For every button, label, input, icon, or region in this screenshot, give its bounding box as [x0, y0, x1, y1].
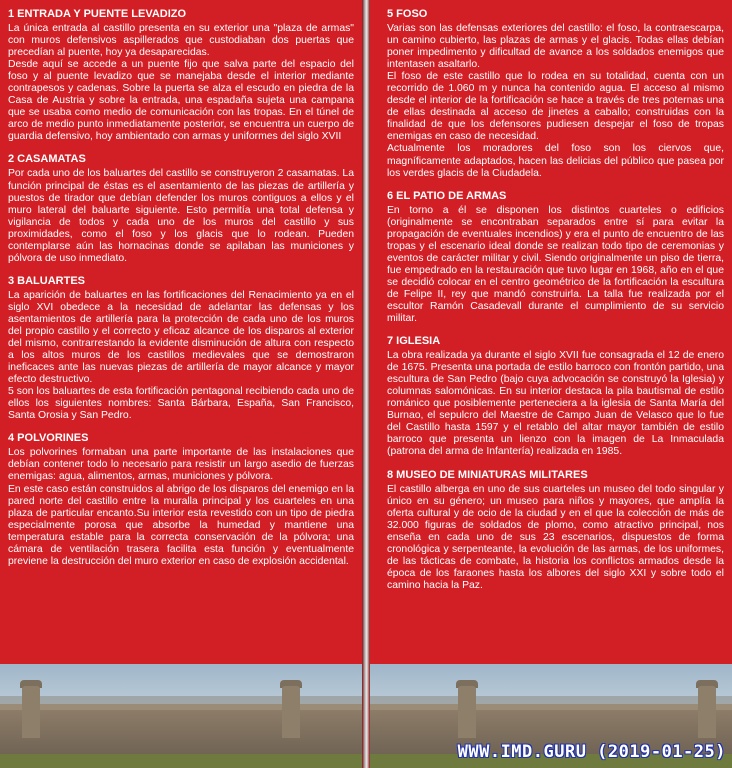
- photo-tower: [458, 686, 476, 738]
- section-heading: 8 MUSEO DE MINIATURAS MILITARES: [387, 468, 588, 481]
- section-paragraph: La obra realizada ya durante el siglo XVII fue consagrada el 12 de enero de 1675. Presenta una portada de estilo barroco con frontón partido, una escultura de San Pedro (bajo cuya advocación se construyó la Iglesia) y columnas salomónicas. En su interior destaca la pila bautismal de estilo románico que posiblemente perteneciera a la iglesia de Santa María del Burnao, el sepulcro del Maestre de Campo Juan de Velasco que lo fue del Castillo hasta 1597 y el retablo del altar mayor también de estilo barroco que presenta un lienzo con la imagen de La Inmaculada (patrona del arma de Infantería) realizada en 1985.: [387, 350, 724, 458]
- section-heading: 1 ENTRADA Y PUENTE LEVADIZO: [8, 8, 187, 20]
- section-polvorines: [8, 432, 354, 567]
- photo-wall: [0, 710, 362, 758]
- photo-grass: [0, 754, 362, 768]
- section-casamatas: [8, 153, 354, 264]
- photo-tower: [282, 686, 300, 738]
- section-heading: 2 CASAMATAS: [8, 153, 86, 166]
- section-heading: 5 FOSO: [387, 8, 428, 20]
- section-foso: [387, 8, 724, 180]
- section-heading: 3 BALUARTES: [8, 274, 86, 287]
- section-paragraph: En este caso están construidos al abrigo de los disparos del enemigo en la pared norte del castillo entre la muralla principal y los cuarteles en una plaza de particular encanto.Su interior esta revestido con un tipo de piedra especialmente porosa que absorbe la humedad y mantiene una temperatura estable para la correcta conservación de la pólvora; una cámara de ventilación trasera facilita esta función y eventualmente previene la destrucción del muro exterior en caso de explosión accidental.: [8, 483, 354, 567]
- castle-walls-photo: [0, 664, 362, 768]
- section-paragraph: Actualmente los moradores del foso son los ciervos que, magníficamente adaptados, hacen las delicias del público que pasea por los verdes glacis de la Ciudadela.: [387, 143, 724, 179]
- section-iglesia: [387, 335, 724, 458]
- section-heading: 6 EL PATIO DE ARMAS: [387, 189, 507, 202]
- section-heading: 7 IGLESIA: [387, 335, 441, 348]
- section-paragraph: El foso de este castillo que lo rodea en su totalidad, cuenta con un recorrido de 1.060 m y nunca ha contenido agua. El acceso al mismo desde el interior de la fortificación se hace a través de tres poternas una de ellas destinada al acceso de jinetes a caballo; construidas con la finalidad de que los defensores pudiesen despejar el foso de tropas enemigas en caso de necesidad.: [387, 71, 724, 143]
- section-paragraph: Por cada uno de los baluartes del castillo se construyeron 2 casamatas. La función principal de éstas es el asentamiento de las piezas de artillería y puestos de tirador que debían defender los muros contiguos a ellos y el muro lateral del baluarte siguiente. Esto permitía una total defensa y vigilancia de todos y cada uno de los muros del castillo y sus proximidades, como el foso y los glacis que lo rodean. Pueden contemplarse aún las hornacinas donde se apilaban las municiones y pólvora de uso inmediato.: [8, 168, 354, 264]
- section-paragraph: La única entrada al castillo presenta en su exterior una "plaza de armas" con muros defensivos aspillerados que custodiaban dos puertas que precedían al puente, hoy ya desaparecidas.: [8, 23, 354, 59]
- section-museo: [387, 469, 724, 592]
- section-paragraph: Los polvorines formaban una parte importante de las instalaciones que debían contener todo lo necesario para resistir un largo asedio de fuerzas enemigas: agua, alimentos, armas, municiones y pólvora.: [8, 447, 354, 483]
- section-paragraph: En torno a él se disponen los distintos cuarteles o edificios (originalmente se encontraban separados entre sí para evitar la propagación de eventuales incendios) y era el punto de encuentro de las tropas y el escenario ideal donde se realizan todo tipo de ceremonias y eventos de carácter militar y civil. Siendo originalmente un piso de tierra, fue empedrado en la restauración que tuvo lugar en 1968, año en el que se decidió colocar en el centro geométrico de la fortificación la escultura de Felipe II, rey que mandó construirla. La talla fue realizada por el escultor Ramón Casadevall durante el cumplimiento de su servicio militar.: [387, 204, 724, 325]
- watermark: WWW.IMD.GURU (2019-01-25): [457, 742, 726, 762]
- photo-tower: [22, 686, 40, 738]
- left-panel: [0, 0, 362, 768]
- section-paragraph: El castillo alberga en uno de sus cuarteles un museo del todo singular y único en su género; un museo para niños y mayores, que amplía la oferta cultural y de ocio de la ciudad y en el que la colección de más de 32.000 figuras de soldados de plomo, como atractivo principal, nos enseña en cada uno de sus 23 escenarios, dispuestos de forma cronológica y serpenteante, la evolución de las armas, de los uniformes, de las tácticas de combate, la historia los conflictos armados desde la época de los faraones hasta los albores del siglo XXI y sobre todo el camino hacia la Paz.: [387, 483, 724, 591]
- right-panel: [370, 0, 732, 768]
- section-entrada: [8, 8, 354, 143]
- left-text-column: [8, 8, 354, 578]
- photo-tower: [698, 686, 716, 738]
- section-patio-de-armas: [387, 190, 724, 325]
- section-paragraph: Varias son las defensas exteriores del castillo: el foso, la contraescarpa, un camino cubierto, las plazas de armas y el glacis. Todas ellas debían poner impedimento y dificultad de avance a los soldados enemigos que intentasen asaltarlo.: [387, 23, 724, 71]
- right-text-column: [387, 8, 724, 602]
- section-paragraph: La aparición de baluartes en las fortificaciones del Renacimiento ya en el siglo XVI obedece a la necesidad de adelantar las defensas y los asentamientos de artillería para la protección de cada uno de los muros del propio castillo y el correcto y eficaz alcance de los disparos al exterior del mismo, contrarrestando la evidente disminución de altura con respecto a los altos muros de los castillos medievales que se demostraron ineficaces ante las nuevas piezas de artillería de mayor alcance y mayor efecto destructivo.: [8, 289, 354, 386]
- section-paragraph: 5 son los baluartes de esta fortificación pentagonal recibiendo cada uno de ellos los siguientes nombres: Santa Bárbara, España, San Francisco, Santa Orosia y San Pedro.: [8, 386, 354, 422]
- section-paragraph: Desde aquí se accede a un puente fijo que salva parte del espacio del foso y al puente levadizo que se manejaba desde el interior mediante contrapesos y cadenas. Sobre la puerta se alza el escudo en piedra de la Casa de Austria y sobre la entrada, una espadaña sujeta una campana que se usaba como medio de comunicación con las tropas. En el túnel de arco de medio punto inmediatamente posterior, se encuentra un cuerpo de guardia defensivo, hoy ambientado con armas y uniformes del siglo XVII: [8, 59, 354, 143]
- panel-fold: [362, 0, 370, 768]
- section-heading: 4 POLVORINES: [8, 432, 89, 445]
- section-baluartes: [8, 275, 354, 423]
